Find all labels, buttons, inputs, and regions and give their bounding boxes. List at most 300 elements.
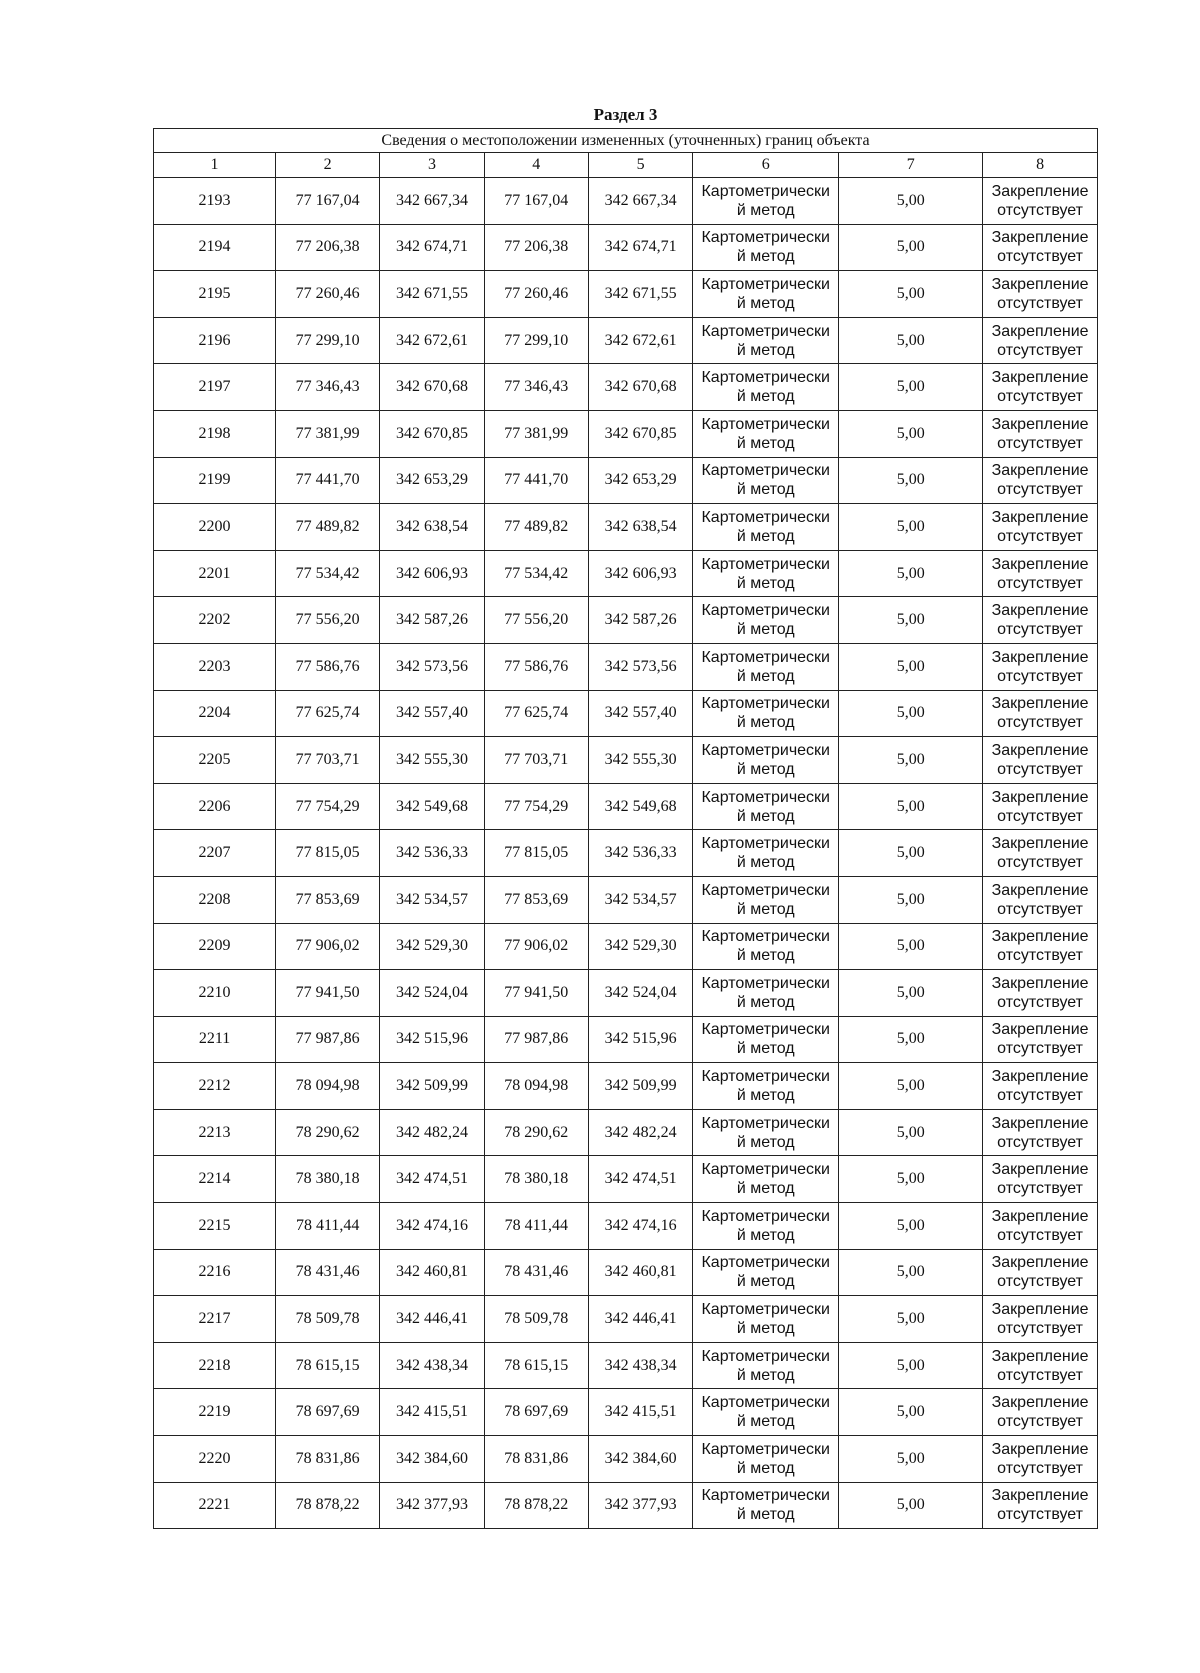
- method-text-line: й метод: [736, 1180, 795, 1198]
- y-new-cell: 342 438,34: [588, 1342, 692, 1389]
- method-text-line: Картометрически: [701, 369, 830, 387]
- x-old-cell: 77 441,70: [276, 457, 380, 504]
- x-old-cell: 78 831,86: [276, 1436, 380, 1483]
- fixation-cell: [983, 1482, 1098, 1529]
- fixation-text-line: отсутствует: [997, 1180, 1083, 1198]
- x-old-cell: 78 878,22: [276, 1482, 380, 1529]
- method-text-line: Картометрически: [701, 1068, 830, 1086]
- y-new-cell: 342 529,30: [588, 923, 692, 970]
- method-text-line: й метод: [736, 388, 795, 406]
- section-title: Раздел 3: [593, 105, 658, 124]
- x-new-cell: 77 260,46: [484, 271, 588, 318]
- fixation-cell: [983, 643, 1098, 690]
- fixation-cell: [983, 1296, 1098, 1343]
- x-old-cell: 78 697,69: [276, 1389, 380, 1436]
- y-new-cell: 342 460,81: [588, 1249, 692, 1296]
- y-old-cell: 342 509,99: [380, 1063, 484, 1110]
- x-new-cell: 77 299,10: [484, 317, 588, 364]
- fixation-cell: [983, 1016, 1098, 1063]
- fixation-cell: [983, 550, 1098, 597]
- method-cell: [693, 1016, 839, 1063]
- x-old-cell: 77 260,46: [276, 271, 380, 318]
- table-row: [154, 457, 1098, 504]
- accuracy-cell: 5,00: [839, 1016, 983, 1063]
- accuracy-cell: 5,00: [839, 410, 983, 457]
- fixation-cell: [983, 224, 1098, 271]
- fixation-text-line: отсутствует: [997, 294, 1083, 312]
- x-new-cell: 77 586,76: [484, 643, 588, 690]
- x-old-cell: 77 299,10: [276, 317, 380, 364]
- fixation-cell: [983, 1063, 1098, 1110]
- point-number-cell: 2208: [154, 876, 276, 923]
- table-row: [154, 876, 1098, 923]
- method-text-line: Картометрически: [701, 602, 830, 620]
- point-number-cell: 2218: [154, 1342, 276, 1389]
- y-old-cell: 342 534,57: [380, 876, 484, 923]
- method-cell: [693, 1296, 839, 1343]
- fixation-cell: [983, 1342, 1098, 1389]
- x-old-cell: 77 906,02: [276, 923, 380, 970]
- table-row: [154, 504, 1098, 551]
- table-row: [154, 970, 1098, 1017]
- fixation-text-line: отсутствует: [997, 1459, 1083, 1477]
- y-old-cell: 342 460,81: [380, 1249, 484, 1296]
- accuracy-cell: 5,00: [839, 457, 983, 504]
- method-cell: [693, 457, 839, 504]
- y-old-cell: 342 529,30: [380, 923, 484, 970]
- x-new-cell: 77 381,99: [484, 410, 588, 457]
- method-cell: [693, 1389, 839, 1436]
- accuracy-cell: 5,00: [839, 550, 983, 597]
- y-old-cell: 342 606,93: [380, 550, 484, 597]
- x-new-cell: 78 431,46: [484, 1249, 588, 1296]
- y-old-cell: 342 549,68: [380, 783, 484, 830]
- fixation-text-line: Закрепление: [991, 1161, 1089, 1179]
- y-new-cell: 342 515,96: [588, 1016, 692, 1063]
- y-old-cell: 342 482,24: [380, 1109, 484, 1156]
- fixation-text-line: Закрепление: [991, 881, 1089, 899]
- method-text-line: Картометрически: [701, 835, 830, 853]
- x-old-cell: 78 509,78: [276, 1296, 380, 1343]
- x-new-cell: 77 534,42: [484, 550, 588, 597]
- fixation-text-line: Закрепление: [991, 602, 1089, 620]
- x-old-cell: 77 489,82: [276, 504, 380, 551]
- y-new-cell: 342 672,61: [588, 317, 692, 364]
- method-text-line: й метод: [736, 807, 795, 825]
- table-row: [154, 830, 1098, 877]
- method-text-line: Картометрически: [701, 695, 830, 713]
- fixation-cell: [983, 1109, 1098, 1156]
- fixation-text-line: отсутствует: [997, 1040, 1083, 1058]
- x-old-cell: 77 206,38: [276, 224, 380, 271]
- method-text-line: й метод: [736, 1366, 795, 1384]
- fixation-text-line: отсутствует: [997, 667, 1083, 685]
- method-text-line: й метод: [736, 294, 795, 312]
- y-old-cell: 342 638,54: [380, 504, 484, 551]
- x-new-cell: 77 556,20: [484, 597, 588, 644]
- fixation-text-line: отсутствует: [997, 1133, 1083, 1151]
- accuracy-cell: 5,00: [839, 737, 983, 784]
- fixation-text-line: отсутствует: [997, 807, 1083, 825]
- accuracy-cell: 5,00: [839, 643, 983, 690]
- y-old-cell: 342 667,34: [380, 178, 484, 225]
- fixation-text-line: отсутствует: [997, 621, 1083, 639]
- method-cell: [693, 830, 839, 877]
- fixation-text-line: отсутствует: [997, 714, 1083, 732]
- fixation-text-line: Закрепление: [991, 1021, 1089, 1039]
- y-new-cell: 342 415,51: [588, 1389, 692, 1436]
- method-cell: [693, 1249, 839, 1296]
- method-text-line: Картометрически: [701, 322, 830, 340]
- column-number: 3: [380, 153, 484, 178]
- fixation-text-line: отсутствует: [997, 993, 1083, 1011]
- x-new-cell: 78 831,86: [484, 1436, 588, 1483]
- y-old-cell: 342 672,61: [380, 317, 484, 364]
- point-number-cell: 2209: [154, 923, 276, 970]
- accuracy-cell: 5,00: [839, 597, 983, 644]
- point-number-cell: 2221: [154, 1482, 276, 1529]
- point-number-cell: 2210: [154, 970, 276, 1017]
- table-row: [154, 923, 1098, 970]
- y-old-cell: 342 573,56: [380, 643, 484, 690]
- point-number-cell: 2211: [154, 1016, 276, 1063]
- y-old-cell: 342 474,51: [380, 1156, 484, 1203]
- x-new-cell: 78 411,44: [484, 1203, 588, 1250]
- point-number-cell: 2203: [154, 643, 276, 690]
- method-cell: [693, 550, 839, 597]
- method-text-line: Картометрически: [701, 1254, 830, 1272]
- table-row: [154, 364, 1098, 411]
- table-row: [154, 271, 1098, 318]
- point-number-cell: 2196: [154, 317, 276, 364]
- fixation-text-line: отсутствует: [997, 947, 1083, 965]
- method-text-line: й метод: [736, 341, 795, 359]
- table-row: [154, 1203, 1098, 1250]
- x-new-cell: 77 815,05: [484, 830, 588, 877]
- method-text-line: Картометрически: [701, 1114, 830, 1132]
- point-number-cell: 2215: [154, 1203, 276, 1250]
- fixation-text-line: Закрепление: [991, 835, 1089, 853]
- fixation-text-line: Закрепление: [991, 1394, 1089, 1412]
- fixation-text-line: отсутствует: [997, 481, 1083, 499]
- table-row: [154, 1389, 1098, 1436]
- y-new-cell: 342 509,99: [588, 1063, 692, 1110]
- fixation-cell: [983, 178, 1098, 225]
- fixation-text-line: отсутствует: [997, 1506, 1083, 1524]
- column-number: 2: [276, 153, 380, 178]
- x-old-cell: 77 556,20: [276, 597, 380, 644]
- table-row: [154, 643, 1098, 690]
- y-old-cell: 342 670,85: [380, 410, 484, 457]
- accuracy-cell: 5,00: [839, 1389, 983, 1436]
- y-old-cell: 342 515,96: [380, 1016, 484, 1063]
- x-old-cell: 77 346,43: [276, 364, 380, 411]
- method-cell: [693, 1482, 839, 1529]
- x-new-cell: 77 489,82: [484, 504, 588, 551]
- fixation-text-line: Закрепление: [991, 1347, 1089, 1365]
- method-text-line: й метод: [736, 993, 795, 1011]
- fixation-text-line: Закрепление: [991, 1440, 1089, 1458]
- fixation-cell: [983, 504, 1098, 551]
- method-cell: [693, 970, 839, 1017]
- fixation-text-line: Закрепление: [991, 1301, 1089, 1319]
- method-text-line: й метод: [736, 574, 795, 592]
- fixation-text-line: Закрепление: [991, 1068, 1089, 1086]
- y-new-cell: 342 573,56: [588, 643, 692, 690]
- accuracy-cell: 5,00: [839, 690, 983, 737]
- y-new-cell: 342 524,04: [588, 970, 692, 1017]
- accuracy-cell: 5,00: [839, 923, 983, 970]
- x-old-cell: 77 754,29: [276, 783, 380, 830]
- method-text-line: й метод: [736, 1226, 795, 1244]
- point-number-cell: 2216: [154, 1249, 276, 1296]
- x-old-cell: 77 625,74: [276, 690, 380, 737]
- y-old-cell: 342 587,26: [380, 597, 484, 644]
- x-old-cell: 77 853,69: [276, 876, 380, 923]
- y-new-cell: 342 653,29: [588, 457, 692, 504]
- table-row: [154, 1436, 1098, 1483]
- method-cell: [693, 690, 839, 737]
- method-text-line: й метод: [736, 1273, 795, 1291]
- accuracy-cell: 5,00: [839, 224, 983, 271]
- accuracy-cell: 5,00: [839, 271, 983, 318]
- x-new-cell: 77 441,70: [484, 457, 588, 504]
- x-new-cell: 78 094,98: [484, 1063, 588, 1110]
- y-new-cell: 342 667,34: [588, 178, 692, 225]
- fixation-cell: [983, 1389, 1098, 1436]
- x-new-cell: 78 878,22: [484, 1482, 588, 1529]
- fixation-cell: [983, 1156, 1098, 1203]
- accuracy-cell: 5,00: [839, 504, 983, 551]
- method-cell: [693, 737, 839, 784]
- accuracy-cell: 5,00: [839, 178, 983, 225]
- x-old-cell: 78 290,62: [276, 1109, 380, 1156]
- method-text-line: й метод: [736, 527, 795, 545]
- method-text-line: Картометрически: [701, 1161, 830, 1179]
- method-text-line: Картометрически: [701, 275, 830, 293]
- x-old-cell: 77 167,04: [276, 178, 380, 225]
- fixation-text-line: Закрепление: [991, 555, 1089, 573]
- fixation-cell: [983, 597, 1098, 644]
- y-new-cell: 342 474,16: [588, 1203, 692, 1250]
- fixation-cell: [983, 364, 1098, 411]
- fixation-text-line: Закрепление: [991, 229, 1089, 247]
- fixation-text-line: отсутствует: [997, 574, 1083, 592]
- method-text-line: й метод: [736, 760, 795, 778]
- table-row: [154, 317, 1098, 364]
- y-new-cell: 342 384,60: [588, 1436, 692, 1483]
- fixation-text-line: отсутствует: [997, 388, 1083, 406]
- fixation-cell: [983, 690, 1098, 737]
- column-number: 6: [693, 153, 839, 178]
- fixation-text-line: Закрепление: [991, 1114, 1089, 1132]
- fixation-text-line: Закрепление: [991, 1207, 1089, 1225]
- y-old-cell: 342 524,04: [380, 970, 484, 1017]
- fixation-cell: [983, 1436, 1098, 1483]
- method-cell: [693, 1109, 839, 1156]
- x-old-cell: 77 703,71: [276, 737, 380, 784]
- fixation-text-line: Закрепление: [991, 322, 1089, 340]
- method-cell: [693, 597, 839, 644]
- accuracy-cell: 5,00: [839, 1109, 983, 1156]
- fixation-text-line: Закрепление: [991, 1487, 1089, 1505]
- point-number-cell: 2197: [154, 364, 276, 411]
- x-new-cell: 78 290,62: [484, 1109, 588, 1156]
- table-body: [154, 178, 1098, 1529]
- fixation-text-line: Закрепление: [991, 648, 1089, 666]
- fixation-text-line: Закрепление: [991, 1254, 1089, 1272]
- method-cell: [693, 178, 839, 225]
- fixation-cell: [983, 737, 1098, 784]
- table-row: [154, 1342, 1098, 1389]
- x-new-cell: 77 206,38: [484, 224, 588, 271]
- table-caption: Сведения о местоположении измененных (уточненных) границ объекта: [154, 129, 1098, 153]
- y-new-cell: 342 606,93: [588, 550, 692, 597]
- x-new-cell: 77 853,69: [484, 876, 588, 923]
- fixation-text-line: отсутствует: [997, 434, 1083, 452]
- method-text-line: Картометрически: [701, 1440, 830, 1458]
- y-new-cell: 342 555,30: [588, 737, 692, 784]
- method-cell: [693, 504, 839, 551]
- fixation-text-line: отсутствует: [997, 201, 1083, 219]
- x-old-cell: 78 411,44: [276, 1203, 380, 1250]
- y-new-cell: 342 446,41: [588, 1296, 692, 1343]
- method-text-line: й метод: [736, 1040, 795, 1058]
- y-new-cell: 342 557,40: [588, 690, 692, 737]
- accuracy-cell: 5,00: [839, 783, 983, 830]
- fixation-text-line: отсутствует: [997, 1413, 1083, 1431]
- method-text-line: й метод: [736, 667, 795, 685]
- y-new-cell: 342 671,55: [588, 271, 692, 318]
- method-cell: [693, 876, 839, 923]
- accuracy-cell: 5,00: [839, 1296, 983, 1343]
- x-new-cell: 77 625,74: [484, 690, 588, 737]
- point-number-cell: 2217: [154, 1296, 276, 1343]
- method-text-line: й метод: [736, 900, 795, 918]
- method-cell: [693, 364, 839, 411]
- method-text-line: Картометрически: [701, 555, 830, 573]
- fixation-text-line: Закрепление: [991, 741, 1089, 759]
- fixation-text-line: Закрепление: [991, 182, 1089, 200]
- accuracy-cell: 5,00: [839, 1482, 983, 1529]
- x-old-cell: 77 381,99: [276, 410, 380, 457]
- point-number-cell: 2202: [154, 597, 276, 644]
- column-number-row: [154, 153, 1098, 178]
- y-new-cell: 342 587,26: [588, 597, 692, 644]
- fixation-text-line: Закрепление: [991, 275, 1089, 293]
- fixation-text-line: отсутствует: [997, 1226, 1083, 1244]
- method-cell: [693, 783, 839, 830]
- y-new-cell: 342 534,57: [588, 876, 692, 923]
- fixation-text-line: Закрепление: [991, 695, 1089, 713]
- y-old-cell: 342 555,30: [380, 737, 484, 784]
- method-text-line: й метод: [736, 1413, 795, 1431]
- x-new-cell: 78 697,69: [484, 1389, 588, 1436]
- x-new-cell: 77 906,02: [484, 923, 588, 970]
- fixation-text-line: отсутствует: [997, 854, 1083, 872]
- x-new-cell: 77 703,71: [484, 737, 588, 784]
- y-old-cell: 342 670,68: [380, 364, 484, 411]
- method-text-line: й метод: [736, 1459, 795, 1477]
- fixation-cell: [983, 1249, 1098, 1296]
- method-text-line: й метод: [736, 481, 795, 499]
- table-row: [154, 1249, 1098, 1296]
- method-cell: [693, 224, 839, 271]
- method-text-line: Картометрически: [701, 741, 830, 759]
- point-number-cell: 2201: [154, 550, 276, 597]
- fixation-text-line: отсутствует: [997, 900, 1083, 918]
- y-new-cell: 342 670,85: [588, 410, 692, 457]
- method-cell: [693, 317, 839, 364]
- fixation-cell: [983, 970, 1098, 1017]
- y-new-cell: 342 638,54: [588, 504, 692, 551]
- method-text-line: й метод: [736, 621, 795, 639]
- accuracy-cell: 5,00: [839, 1342, 983, 1389]
- accuracy-cell: 5,00: [839, 364, 983, 411]
- y-new-cell: 342 474,51: [588, 1156, 692, 1203]
- fixation-cell: [983, 1203, 1098, 1250]
- method-text-line: Картометрически: [701, 1021, 830, 1039]
- method-cell: [693, 923, 839, 970]
- table-row: [154, 1109, 1098, 1156]
- x-old-cell: 77 534,42: [276, 550, 380, 597]
- point-number-cell: 2194: [154, 224, 276, 271]
- accuracy-cell: 5,00: [839, 317, 983, 364]
- point-number-cell: 2205: [154, 737, 276, 784]
- method-text-line: Картометрически: [701, 648, 830, 666]
- fixation-text-line: отсутствует: [997, 1273, 1083, 1291]
- fixation-text-line: Закрепление: [991, 974, 1089, 992]
- table-row: [154, 1063, 1098, 1110]
- fixation-cell: [983, 271, 1098, 318]
- fixation-text-line: отсутствует: [997, 760, 1083, 778]
- fixation-text-line: Закрепление: [991, 508, 1089, 526]
- table-row: [154, 410, 1098, 457]
- point-number-cell: 2200: [154, 504, 276, 551]
- method-text-line: й метод: [736, 854, 795, 872]
- method-cell: [693, 271, 839, 318]
- fixation-text-line: отсутствует: [997, 248, 1083, 266]
- y-old-cell: 342 384,60: [380, 1436, 484, 1483]
- point-number-cell: 2214: [154, 1156, 276, 1203]
- fixation-text-line: Закрепление: [991, 788, 1089, 806]
- table-row: [154, 597, 1098, 644]
- method-text-line: Картометрически: [701, 229, 830, 247]
- accuracy-cell: 5,00: [839, 970, 983, 1017]
- method-cell: [693, 1156, 839, 1203]
- y-old-cell: 342 377,93: [380, 1482, 484, 1529]
- table-row: [154, 1482, 1098, 1529]
- method-text-line: Картометрически: [701, 1394, 830, 1412]
- method-text-line: Картометрически: [701, 415, 830, 433]
- fixation-cell: [983, 410, 1098, 457]
- fixation-text-line: Закрепление: [991, 369, 1089, 387]
- method-text-line: й метод: [736, 248, 795, 266]
- method-text-line: й метод: [736, 947, 795, 965]
- fixation-cell: [983, 783, 1098, 830]
- x-new-cell: 77 754,29: [484, 783, 588, 830]
- fixation-text-line: отсутствует: [997, 341, 1083, 359]
- x-new-cell: 77 167,04: [484, 178, 588, 225]
- method-text-line: Картометрически: [701, 974, 830, 992]
- method-text-line: Картометрически: [701, 788, 830, 806]
- fixation-cell: [983, 457, 1098, 504]
- x-new-cell: 77 941,50: [484, 970, 588, 1017]
- y-old-cell: 342 671,55: [380, 271, 484, 318]
- x-new-cell: 78 509,78: [484, 1296, 588, 1343]
- method-cell: [693, 643, 839, 690]
- y-old-cell: 342 474,16: [380, 1203, 484, 1250]
